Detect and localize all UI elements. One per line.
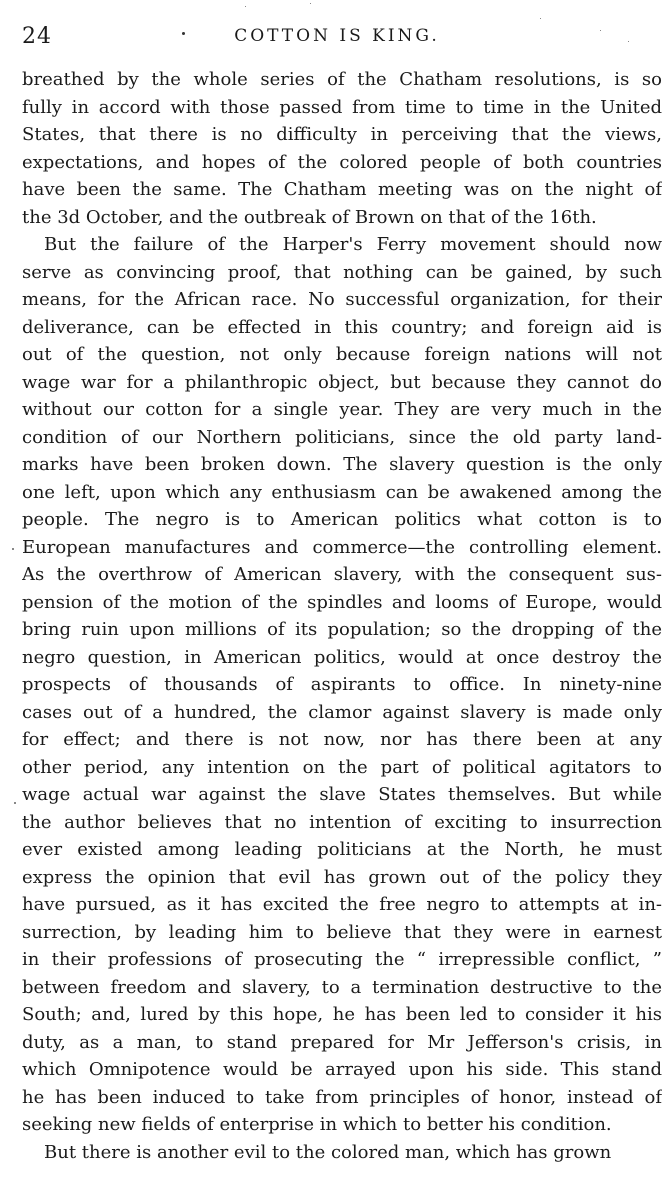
text-line: South; and, lured by this hope, he has been led to consider it his xyxy=(22,1004,662,1025)
text-line: means, for the African race. No successful organization, for their xyxy=(22,289,662,310)
text-line: the 3d October, and the outbreak of Brown on that of the 16th. xyxy=(22,206,597,228)
text-line: But the failure of the Harper's Ferry movement should now xyxy=(44,234,662,255)
text-line: expectations, and hopes of the colored people of both countries xyxy=(22,151,662,173)
text-line: prospects of thousands of aspirants to office. In ninety-nine xyxy=(22,674,662,695)
text-line: As the overthrow of American slavery, with the consequent sus- xyxy=(22,564,662,585)
text-line: the author believes that no intention of exciting to insurrection xyxy=(22,811,662,833)
text-line: duty, as a man, to stand prepared for Mr Jefferson's crisis, in xyxy=(22,1031,662,1053)
text-line: But there is another evil to the colored man, which has grown xyxy=(44,1141,612,1163)
text-line: wage war for a philanthropic object, but because they cannot do xyxy=(22,371,662,393)
body-text xyxy=(22,66,662,1166)
text-line: other period, any intention on the part of political agitators to xyxy=(22,756,662,778)
page-number: 24 xyxy=(22,24,52,49)
text-line: in their professions of prosecuting the “ irrepressible conflict, ” xyxy=(22,949,662,970)
text-line: negro question, in American politics, would at once destroy the xyxy=(22,646,662,668)
text-line: fully in accord with those passed from time to time in the United xyxy=(22,96,662,118)
text-line: without our cotton for a single year. They are very much in the xyxy=(22,399,662,420)
text-line: pension of the motion of the spindles and looms of Europe, would xyxy=(22,591,662,613)
text-line: breathed by the whole series of the Chatham resolutions, is so xyxy=(22,69,662,90)
text-line: one left, upon which any enthusiasm can be awakened among the xyxy=(22,481,662,503)
text-line: out of the question, not only because foreign nations will not xyxy=(22,344,662,365)
page-header xyxy=(22,24,652,54)
text-line: European manufactures and commerce—the controlling element. xyxy=(22,536,662,558)
text-line: have pursued, as it has excited the free negro to attempts at in- xyxy=(22,894,662,915)
text-line: between freedom and slavery, to a termination destructive to the xyxy=(22,976,662,998)
text-line: condition of our Northern politicians, since the old party land- xyxy=(22,426,662,448)
text-line: have been the same. The Chatham meeting was on the night of xyxy=(22,179,662,200)
text-line: cases out of a hundred, the clamor against slavery is made only xyxy=(22,701,662,723)
text-line: express the opinion that evil has grown out of the policy they xyxy=(22,866,662,888)
text-line: seeking new fields of enterprise in which to better his condition. xyxy=(22,1114,612,1135)
text-line: deliverance, can be effected in this country; and foreign aid is xyxy=(22,316,662,338)
text-line: bring ruin upon millions of its population; so the dropping of the xyxy=(22,619,662,640)
text-line: serve as convincing proof, that nothing can be gained, by such xyxy=(22,261,662,283)
text-line: surrection, by leading him to believe that they were in earnest xyxy=(22,921,662,943)
text-line: wage actual war against the slave States themselves. But while xyxy=(22,784,662,805)
text-line: ever existed among leading politicians at the North, he must xyxy=(22,839,662,860)
text-line: for effect; and there is not now, nor has there been at any xyxy=(22,729,662,750)
text-line: States, that there is no difficulty in perceiving that the views, xyxy=(22,124,662,145)
text-line: he has been induced to take from principles of honor, instead of xyxy=(22,1086,662,1108)
running-title: COTTON IS KING. xyxy=(234,26,440,46)
text-line: which Omnipotence would be arrayed upon his side. This stand xyxy=(22,1059,662,1080)
text-line: people. The negro is to American politics what cotton is to xyxy=(22,509,662,530)
text-line: marks have been broken down. The slavery question is the only xyxy=(22,454,662,475)
